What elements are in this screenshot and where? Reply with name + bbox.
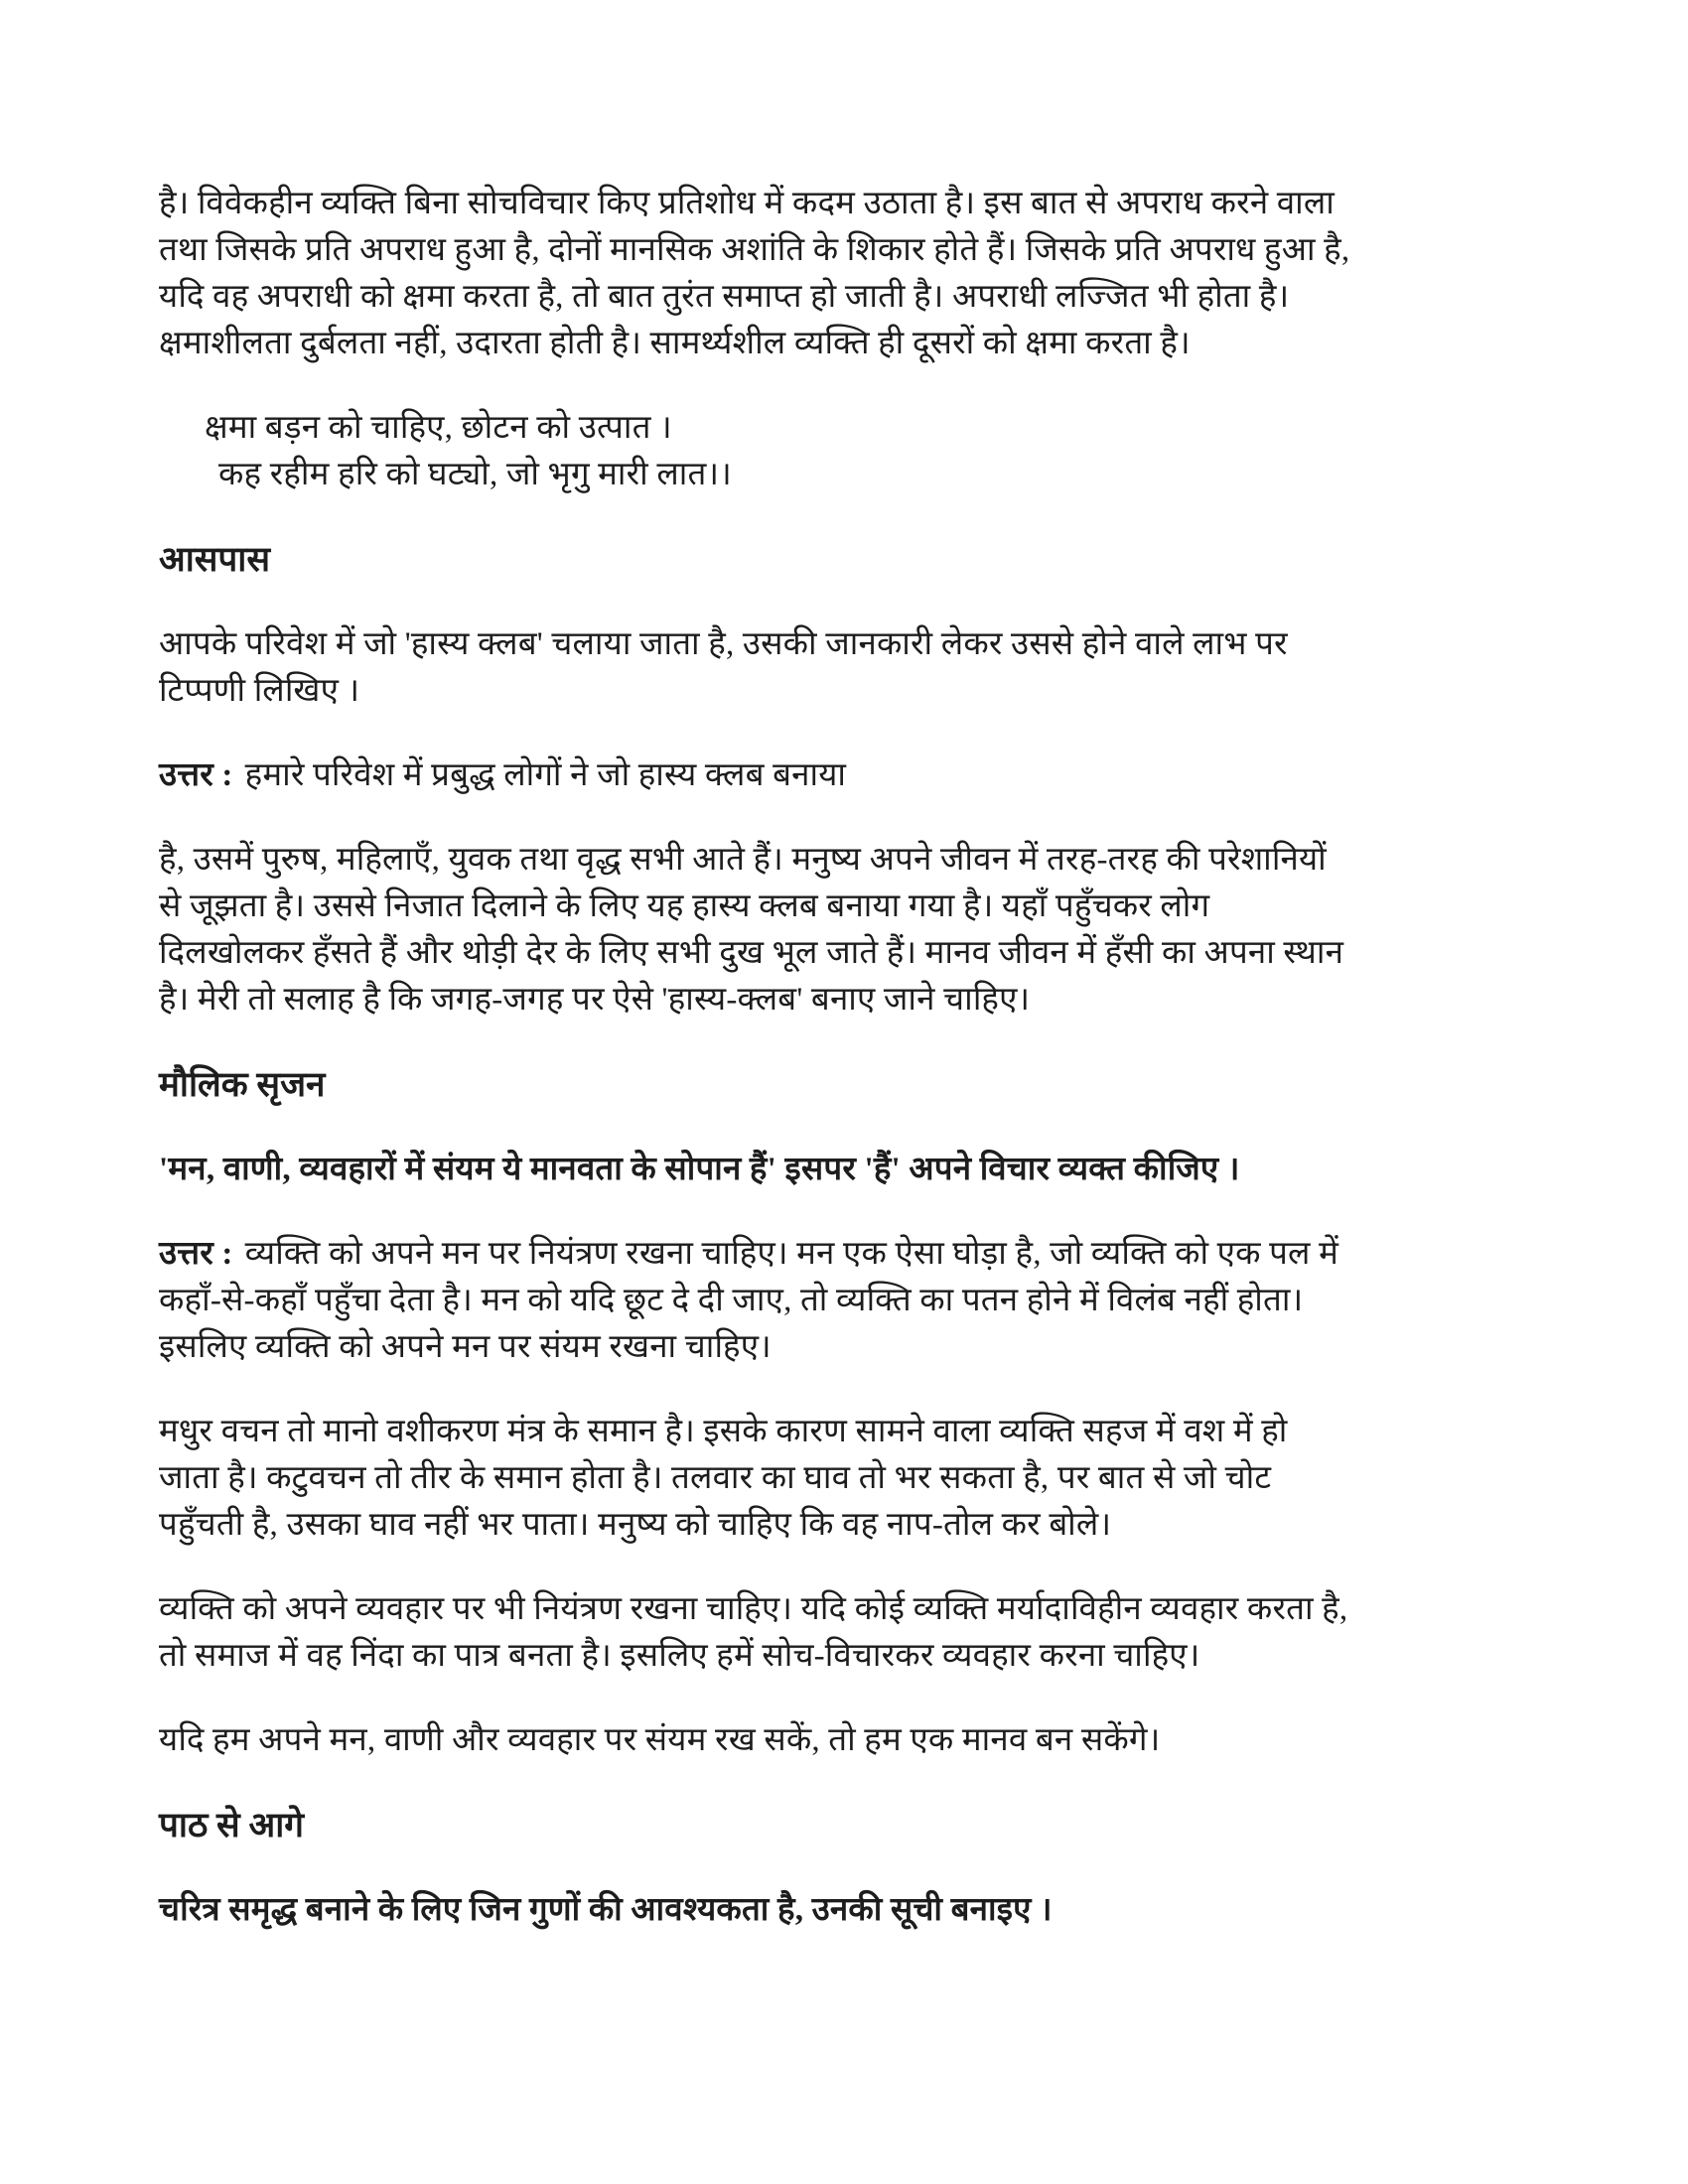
path-se-aage-question	[159, 1887, 1569, 1934]
maulik-srujan-heading: मौलिक सृजन	[159, 1065, 326, 1104]
intro-line: यदि वह अपराधी को क्षमा करता है, तो बात तुरंत समाप्त हो जाती है। अपराधी लज्जित भी होता है।	[159, 279, 1290, 315]
answer-line: व्यक्ति को अपने व्यवहार पर भी नियंत्रण रखना चाहिए। यदि कोई व्यक्ति मर्यादाविहीन व्यवहार करता है,	[159, 1591, 1348, 1627]
couplet-line: क्षमा बड़न को चाहिए, छोटन को उत्पात ।	[205, 410, 672, 446]
question-line: आपके परिवेश में जो 'हास्य क्लब' चलाया जाता है, उसकी जानकारी लेकर उससे होने वाले लाभ पर	[159, 626, 1288, 662]
intro-line: तथा जिसके प्रति अपराध हुआ है, दोनों मानसिक अशांति के शिकार होते हैं। जिसके प्रति अपराध हुआ है,	[159, 232, 1350, 268]
answer-text: हमारे परिवेश में प्रबुद्ध लोगों ने जो हास्य क्लब बनाया	[244, 757, 847, 793]
answer-line: यदि हम अपने मन, वाणी और व्यवहार पर संयम रख सकें, तो हम एक मानव बन सकेंगे।	[159, 1722, 1161, 1758]
answer-line: है, उसमें पुरुष, महिलाएँ, युवक तथा वृद्ध सभी आते हैं। मनुष्य अपने जीवन में तरह-तरह की परेशानियों	[159, 842, 1327, 878]
vachan-paragraph	[159, 1409, 1569, 1549]
aaspaas-heading: आसपास	[159, 540, 271, 579]
question-line: टिप्पणी लिखिए ।	[159, 673, 360, 709]
answer-line: से जूझता है। उससे निजात दिलाने के लिए यह हास्य क्लब बनाया गया है। यहाँ पहुँचकर लोग	[159, 888, 1210, 924]
maulik-srujan-question	[159, 1147, 1569, 1193]
intro-line: क्षमाशीलता दुर्बलता नहीं, उदारता होती है। सामर्थ्यशील व्यक्ति ही दूसरों को क्षमा करता है।	[159, 326, 1191, 361]
answer-line: है। मेरी तो सलाह है कि जगह-जगह पर ऐसे 'हास्य-क्लब' बनाए जाने चाहिए।	[159, 982, 1031, 1018]
answer-line: इसलिए व्यक्ति को अपने मन पर संयम रखना चाहिए।	[159, 1329, 772, 1365]
answer-label: उत्तर :	[159, 1236, 233, 1272]
aaspaas-answer-opening	[159, 752, 1569, 799]
answer-line: जाता है। कटुवचन तो तीर के समान होता है। तलवार का घाव तो भर सकता है, पर बात से जो चोट	[159, 1460, 1272, 1496]
answer-line: तो समाज में वह निंदा का पात्र बनता है। इसलिए हमें सोच-विचारकर व्यवहार करना चाहिए।	[159, 1638, 1200, 1674]
answer-label: उत्तर :	[159, 757, 233, 793]
answer-line	[159, 752, 1569, 799]
vyavahar-paragraph	[159, 1586, 1569, 1680]
path-se-aage-heading: पाठ से आगे	[159, 1806, 304, 1844]
answer-text: व्यक्ति को अपने मन पर नियंत्रण रखना चाहिए। मन एक ऐसा घोड़ा है, जो व्यक्ति को एक पल में	[244, 1236, 1339, 1272]
aaspaas-question	[159, 621, 1569, 715]
answer-line: मधुर वचन तो मानो वशीकरण मंत्र के समान है। इसके कारण सामने वाला व्यक्ति सहज में वश में हो	[159, 1414, 1288, 1449]
question-line: 'मन, वाणी, व्यवहारों में संयम ये मानवता के सोपान हैं' इसपर 'हैं' अपने विचार व्यक्त कीजिए ।	[159, 1152, 1240, 1187]
couplet-line: कह रहीम हरि को घट्यो, जो भृगु मारी लात।।	[218, 457, 732, 492]
conclusion-paragraph	[159, 1717, 1569, 1764]
rahim-couplet	[159, 405, 1569, 498]
mann-answer-paragraph	[159, 1231, 1569, 1371]
intro-line: है। विवेकहीन व्यक्ति बिना सोचविचार किए प्रतिशोध में कदम उठाता है। इस बात से अपराध करने वाला	[159, 186, 1335, 221]
intro-paragraph	[159, 181, 1569, 367]
answer-line: कहाँ-से-कहाँ पहुँचा देता है। मन को यदि छूट दे दी जाए, तो व्यक्ति का पतन होने में विलंब नहीं होता।	[159, 1283, 1304, 1318]
aaspaas-answer-paragraph	[159, 837, 1569, 1024]
answer-line	[159, 1231, 1569, 1278]
question-line: चरित्र समृद्ध बनाने के लिए जिन गुणों की आवश्यकता है, उनकी सूची बनाइए ।	[159, 1892, 1053, 1928]
answer-line: दिलखोलकर हँसते हैं और थोड़ी देर के लिए सभी दुख भूल जाते हैं। मानव जीवन में हँसी का अपना स्थान	[159, 935, 1344, 971]
answer-line: पहुँचती है, उसका घाव नहीं भर पाता। मनुष्य को चाहिए कि वह नाप-तोल कर बोले।	[159, 1507, 1112, 1543]
